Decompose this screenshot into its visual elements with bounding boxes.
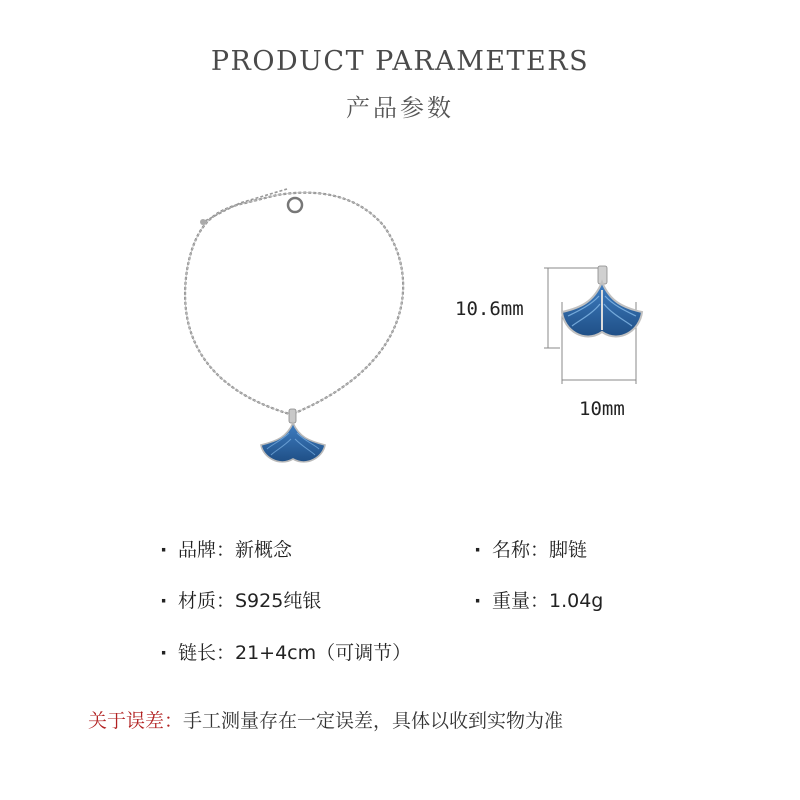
page-title-cn: 产品参数 [346, 94, 454, 122]
disclaimer [88, 706, 563, 733]
anklet-image [165, 175, 425, 465]
width-dimension-label: 10mm [579, 398, 625, 420]
chain [185, 193, 403, 415]
chain-extender [201, 189, 287, 223]
spec-material [160, 586, 321, 613]
bullet: · [160, 642, 168, 664]
bullet: · [160, 539, 168, 561]
height-dimension-label: 10.6mm [455, 298, 524, 320]
spec-material-text: 材质：S925纯银 [178, 590, 322, 612]
whale-tail-pendant [261, 423, 325, 462]
spec-brand-text: 品牌：新概念 [178, 539, 293, 561]
page-title-en: PRODUCT PARAMETERS [210, 46, 590, 77]
spec-weight-text: 重量：1.04g [492, 590, 604, 612]
disclaimer-text: 手工测量存在一定误差，具体以收到实物为准 [183, 710, 564, 732]
bullet: · [474, 539, 482, 561]
spec-brand [160, 535, 292, 562]
spec-length [160, 638, 411, 665]
spec-weight [474, 586, 603, 613]
spec-length-text: 链长：21+4cm（可调节） [178, 642, 412, 664]
spec-name [474, 535, 587, 562]
clasp [288, 198, 302, 212]
spec-name-text: 名称：脚链 [492, 539, 588, 561]
disclaimer-label: 关于误差： [88, 710, 184, 732]
bullet: · [474, 590, 482, 612]
pendant-detail-image [540, 262, 650, 384]
bullet: · [160, 590, 168, 612]
